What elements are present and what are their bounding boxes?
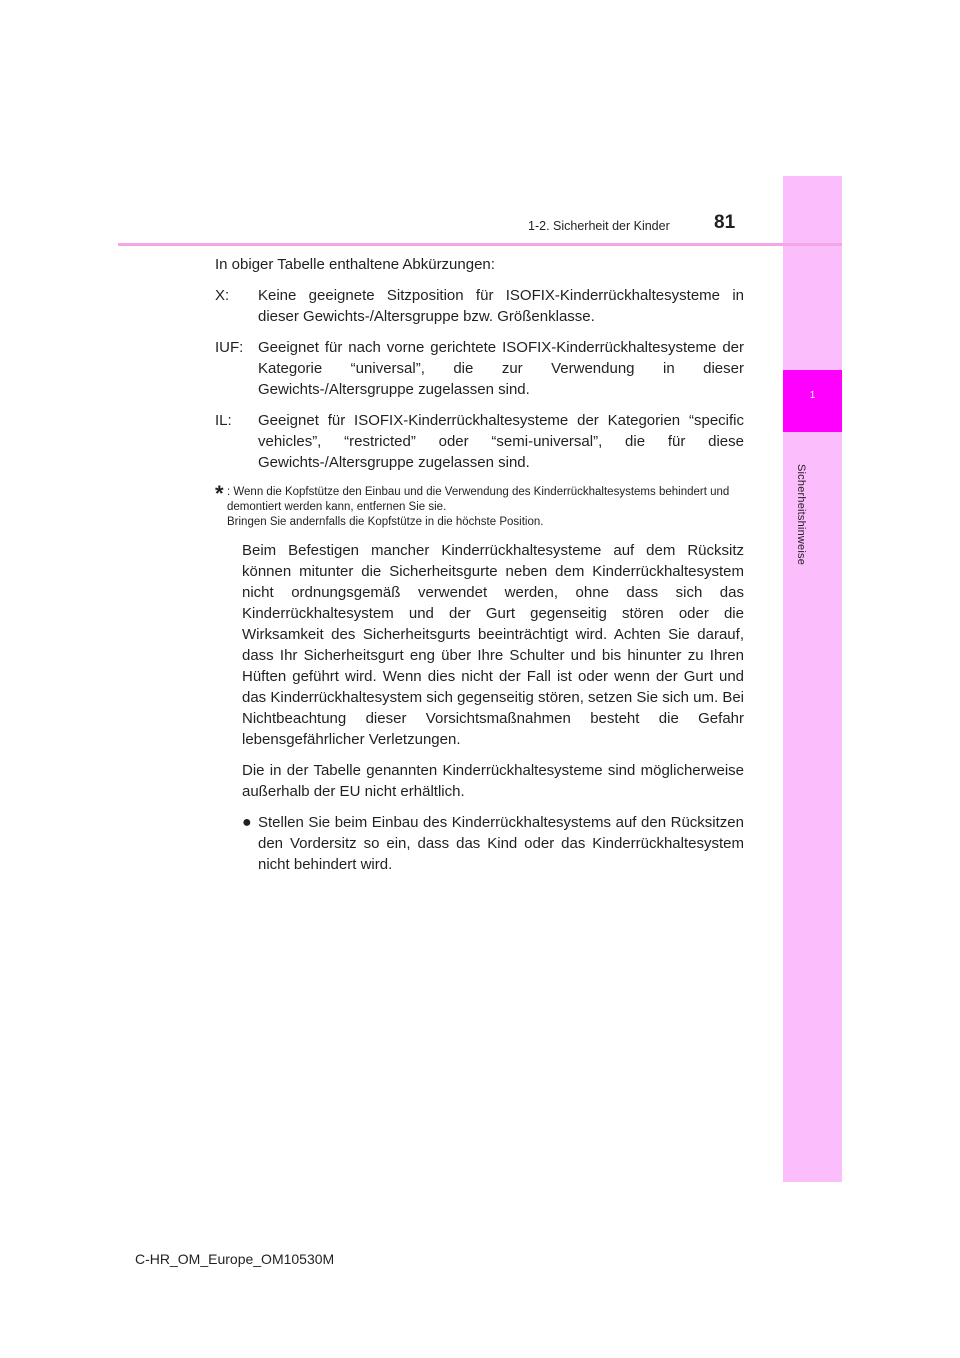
abbreviation-key: IL: (215, 412, 232, 429)
section-title: 1-2. Sicherheit der Kinder (528, 219, 670, 233)
header-divider (118, 243, 842, 246)
chapter-number: 1 (809, 390, 816, 401)
chapter-tab-marker[interactable] (783, 370, 842, 432)
footnote-line: Bringen Sie andernfalls die Kopfstütze in die höchste Position. (227, 516, 544, 528)
bullet-dot-icon: ● (242, 814, 252, 831)
footnote (215, 481, 744, 530)
chapter-label: Sicherheitshinweise (795, 464, 807, 566)
page-number: 81 (714, 212, 736, 233)
abbreviation-key: X: (215, 287, 230, 304)
page-content (215, 254, 744, 875)
abbreviation-item (215, 337, 744, 400)
body-paragraph: Die in der Tabelle genannten Kinderrückhaltesysteme sind möglicherweise außerhalb der EU nicht erhältlich. (242, 762, 744, 800)
abbreviations-intro: In obiger Tabelle enthaltene Abkürzungen: (215, 256, 495, 273)
bullet-text: Stellen Sie beim Einbau des Kinderrückhaltesystems auf den Rücksitzen den Vordersitz so ein, dass das Kind oder das Kinderrückhaltesystem nicht behindert wird. (258, 814, 744, 873)
footnote-text (227, 485, 744, 530)
abbreviation-text: Geeignet für ISOFIX-Kinderrückhaltesysteme der Kategorien “specific vehicles”, “restricted” oder “semi-universal”, die für diese Gewichts-/Altersgruppe zugelassen sind. (258, 412, 744, 471)
document-code: C-HR_OM_Europe_OM10530M (135, 1251, 335, 1267)
abbreviation-text: Geeignet für nach vorne gerichtete ISOFIX-Kinderrückhaltesysteme der Kategorie “universal”, die zur Verwendung in dieser Gewichts-/Altersgruppe zugelassen sind. (258, 339, 744, 398)
footnote-line: : Wenn die Kopfstütze den Einbau und die Verwendung des Kinderrückhaltesystems behindert und demontiert werden kann, entfernen Sie sie. (227, 486, 730, 513)
chapter-side-tab (783, 176, 842, 1182)
bullet-item (242, 812, 744, 875)
footnote-marker: * (215, 481, 224, 506)
abbreviation-item (215, 410, 744, 473)
body-paragraph: Beim Befestigen mancher Kinderrückhaltesysteme auf dem Rücksitz können mitunter die Sicherheitsgurte neben dem Kinderrückhaltesystem nicht ordnungsgemäß verwendet werden, ohne dass sich das Kinderrückhaltesystem und der Gurt gegenseitig stören oder die Wirksamkeit des Sicherheitsgurts beeinträchtigt wird. Achten Sie darauf, dass Ihr Sicherheitsgurt eng über Ihre Schulter und bis hinunter zu Ihren Hüften geführt wird. Wenn dies nicht der Fall ist oder wenn der Gurt und das Kinderrückhaltesystem sich gegenseitig stören, setzen Sie sich um. Bei Nichtbeachtung dieser Vorsichtsmaßnahmen besteht die Gefahr lebensgefährlicher Verletzungen. (242, 542, 744, 748)
abbreviation-item (215, 285, 744, 327)
abbreviation-text: Keine geeignete Sitzposition für ISOFIX-Kinderrückhaltesysteme in dieser Gewichts-/Altersgruppe bzw. Größenklasse. (258, 287, 744, 325)
abbreviation-key: IUF: (215, 339, 244, 356)
